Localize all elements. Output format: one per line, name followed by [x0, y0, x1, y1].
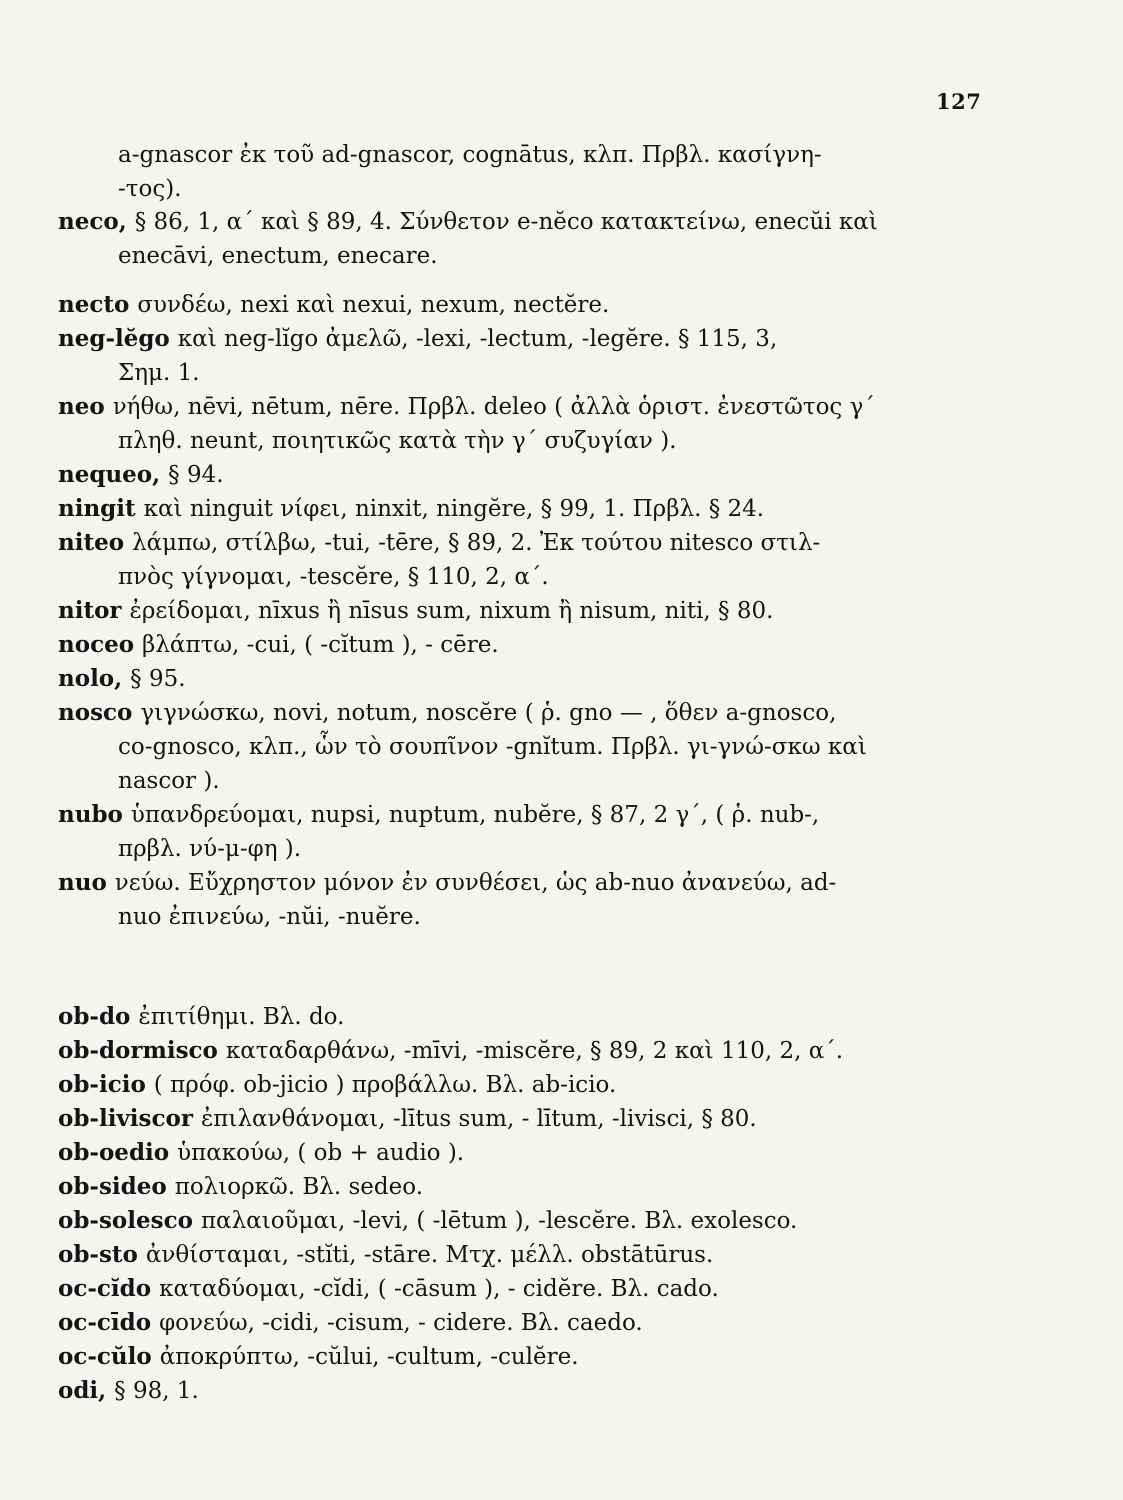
entry-headword: ob-sto	[58, 1241, 138, 1268]
entry-first-line	[58, 492, 988, 526]
entry-headword: necto	[58, 291, 130, 318]
entry-text: πολιορκῶ. Βλ. sedeo.	[174, 1174, 424, 1200]
entry-text: πληθ. neunt, ποιητικῶς κατὰ τὴν γ΄ συζυγίαν ).	[118, 428, 677, 454]
dictionary-entry	[58, 1204, 988, 1238]
dictionary-entry	[58, 662, 988, 696]
entry-text: καταδαρθάνω, -mīvi, -miscĕre, § 89, 2 καὶ 110, 2, α΄.	[225, 1038, 844, 1064]
dictionary-entry	[58, 1272, 988, 1306]
entry-first-line	[58, 1170, 988, 1204]
entry-text: συνδέω, nexi καὶ nexui, nexum, nectĕre.	[137, 292, 610, 318]
entry-first-line	[58, 1374, 988, 1408]
entry-headword: nitor	[58, 597, 122, 624]
dictionary-entry	[58, 492, 988, 526]
dictionary-entry	[58, 1034, 988, 1068]
entry-headword: niteo	[58, 529, 125, 556]
dictionary-entry	[58, 288, 988, 322]
entry-text: Σημ. 1.	[118, 360, 200, 386]
entry-first-line	[58, 1272, 988, 1306]
entry-text: nuo ἐπινεύω, -nŭi, -nuĕre.	[118, 904, 421, 930]
entry-text: enecāvi, enectum, enecare.	[118, 243, 438, 269]
entry-continuation-line	[58, 900, 988, 934]
dictionary-entry	[58, 1238, 988, 1272]
page-number: 127	[936, 89, 982, 114]
entry-text: a-gnascor ἐκ τοῦ ad-gnascor, cognātus, κλπ. Πρβλ. κασίγνη-	[118, 142, 822, 168]
entry-continuation-line	[58, 424, 988, 458]
entry-text: νεύω. Εὔχρηστον μόνον ἐν συνθέσει, ὡς ab-nuo ἀνανεύω, ad-	[114, 870, 837, 896]
entry-headword: noceo	[58, 631, 135, 658]
entry-first-line	[58, 1034, 988, 1068]
entry-first-line	[58, 798, 988, 832]
entry-headword: nubo	[58, 801, 123, 828]
entry-text: ἀποκρύπτω, -cŭlui, -cultum, -culĕre.	[159, 1344, 579, 1370]
entry-first-line	[58, 1102, 988, 1136]
entry-text: ὑπανδρεύομαι, nupsi, nuptum, nubĕre, § 87, 2 γ΄, ( ῥ. nub-,	[130, 802, 820, 828]
entry-first-line	[58, 1340, 988, 1374]
entry-text: ( πρόφ. ob-jicio ) προβάλλω. Βλ. ab-icio.	[153, 1072, 617, 1098]
entry-text: co-gnosco, κλπ., ὧν τὸ σουπῖνον -gnĭtum. Πρβλ. γι-γνώ-σκω καὶ	[118, 734, 867, 760]
entry-continuation-line	[58, 560, 988, 594]
entry-headword: nuo	[58, 869, 107, 896]
entry-continuation-line	[58, 764, 988, 798]
dictionary-entry	[58, 696, 988, 798]
entry-continuation-line	[58, 239, 988, 273]
dictionary-entry	[58, 798, 988, 866]
dictionary-entry	[58, 628, 988, 662]
entry-headword: neg-lĕgo	[58, 325, 170, 352]
entry-headword: nequeo,	[58, 461, 161, 488]
entry-first-line	[58, 205, 988, 239]
entry-text: ἐπιλανθάνομαι, -lītus sum, - lītum, -livisci, § 80.	[200, 1106, 757, 1132]
entry-first-line	[58, 322, 988, 356]
entry-text: παλαιοῦμαι, -levi, ( -lētum ), -lescĕre. Βλ. exolesco.	[200, 1208, 798, 1234]
entry-headword: ob-solesco	[58, 1207, 193, 1234]
entry-continuation-line	[58, 832, 988, 866]
dictionary-entry	[58, 1102, 988, 1136]
entry-text: πρβλ. νύ-μ-φη ).	[118, 836, 302, 862]
entry-text: νήθω, nēvi, nētum, nēre. Πρβλ. deleo ( ἀλλὰ ὁριστ. ἐνεστῶτος γ΄	[112, 394, 875, 420]
entry-headword: ob-liviscor	[58, 1105, 193, 1132]
entry-text: § 86, 1, α΄ καὶ § 89, 4. Σύνθετον e-nĕco κατακτείνω, enecŭi καὶ	[134, 209, 878, 235]
entry-text: φονεύω, -cidi, -cisum, - cidere. Βλ. caedo.	[159, 1310, 643, 1336]
entry-first-line	[58, 866, 988, 900]
dictionary-entry	[58, 458, 988, 492]
entry-first-line	[58, 288, 988, 322]
dictionary-entry	[58, 138, 988, 206]
entry-text: § 98, 1.	[114, 1378, 199, 1404]
entry-text: λάμπω, στίλβω, -tui, -tēre, § 89, 2. Ἐκ τούτου nitesco στιλ-	[132, 530, 821, 556]
entry-first-line	[58, 696, 988, 730]
entry-continuation-line	[58, 730, 988, 764]
entry-first-line	[58, 390, 988, 424]
entry-headword: odi,	[58, 1377, 107, 1404]
entry-headword: ob-oedio	[58, 1139, 170, 1166]
entry-headword: oc-cŭlo	[58, 1343, 152, 1370]
entry-headword: ningit	[58, 495, 136, 522]
entry-headword: oc-cīdo	[58, 1309, 152, 1336]
entry-continuation-line	[58, 172, 988, 206]
entry-first-line	[58, 1306, 988, 1340]
dictionary-entry	[58, 1136, 988, 1170]
dictionary-entry	[58, 390, 988, 458]
entry-text: ἐρείδομαι, nīxus ἢ nīsus sum, nixum ἢ nisum, niti, § 80.	[129, 598, 774, 624]
dictionary-entry	[58, 594, 988, 628]
dictionary-entry	[58, 205, 988, 273]
entry-first-line	[58, 1068, 988, 1102]
entry-text: § 94.	[168, 462, 224, 488]
dictionary-entry	[58, 322, 988, 390]
entry-first-line	[58, 594, 988, 628]
entry-text: -τος).	[118, 176, 182, 202]
dictionary-entry	[58, 1306, 988, 1340]
entry-continuation-line	[58, 356, 988, 390]
entry-first-line	[58, 628, 988, 662]
entry-text: ὑπακούω, ( ob + audio ).	[177, 1140, 465, 1166]
entry-headword: neco,	[58, 208, 127, 235]
dictionary-entry	[58, 1340, 988, 1374]
dictionary-entry	[58, 1068, 988, 1102]
entry-text: ἀνθίσταμαι, -stĭti, -stāre. Μτχ. μέλλ. obstātūrus.	[145, 1242, 714, 1268]
entry-first-line	[58, 662, 988, 696]
entry-headword: nolo,	[58, 665, 123, 692]
entry-text: γιγνώσκω, novi, notum, noscĕre ( ῥ. gno — , ὅθεν a-gnosco,	[140, 700, 837, 726]
entry-text: βλάπτω, -cui, ( -cĭtum ), - cēre.	[142, 632, 499, 658]
entry-text: § 95.	[130, 666, 186, 692]
entry-first-line	[58, 1136, 988, 1170]
entry-text: καὶ ninguit νίφει, ninxit, ningĕre, § 99, 1. Πρβλ. § 24.	[143, 496, 765, 522]
entry-text: ἐπιτίθημι. Βλ. do.	[138, 1004, 345, 1030]
entry-text: καὶ neg-lĭgo ἀμελῶ, -lexi, -lectum, -legĕre. § 115, 3,	[177, 326, 778, 352]
entry-first-line	[58, 138, 988, 172]
entry-headword: ob-dormisco	[58, 1037, 218, 1064]
entry-headword: nosco	[58, 699, 133, 726]
dictionary-entry	[58, 526, 988, 594]
entry-headword: ob-do	[58, 1003, 131, 1030]
entry-text: nascor ).	[118, 768, 220, 794]
dictionary-entry	[58, 1374, 988, 1408]
dictionary-entry	[58, 866, 988, 934]
entry-first-line	[58, 526, 988, 560]
entry-first-line	[58, 1204, 988, 1238]
entry-headword: ob-icio	[58, 1071, 146, 1098]
entry-headword: neo	[58, 393, 105, 420]
entry-headword: oc-cĭdo	[58, 1275, 152, 1302]
dictionary-entry	[58, 1000, 988, 1034]
entry-first-line	[58, 458, 988, 492]
entry-text: καταδύομαι, -cĭdi, ( -cāsum ), - cidĕre. Βλ. cado.	[159, 1276, 719, 1302]
entry-first-line	[58, 1000, 988, 1034]
entry-text: πνὸς γίγνομαι, -tescĕre, § 110, 2, α΄.	[118, 564, 549, 590]
entry-first-line	[58, 1238, 988, 1272]
dictionary-entry	[58, 1170, 988, 1204]
entry-headword: ob-sideo	[58, 1173, 167, 1200]
